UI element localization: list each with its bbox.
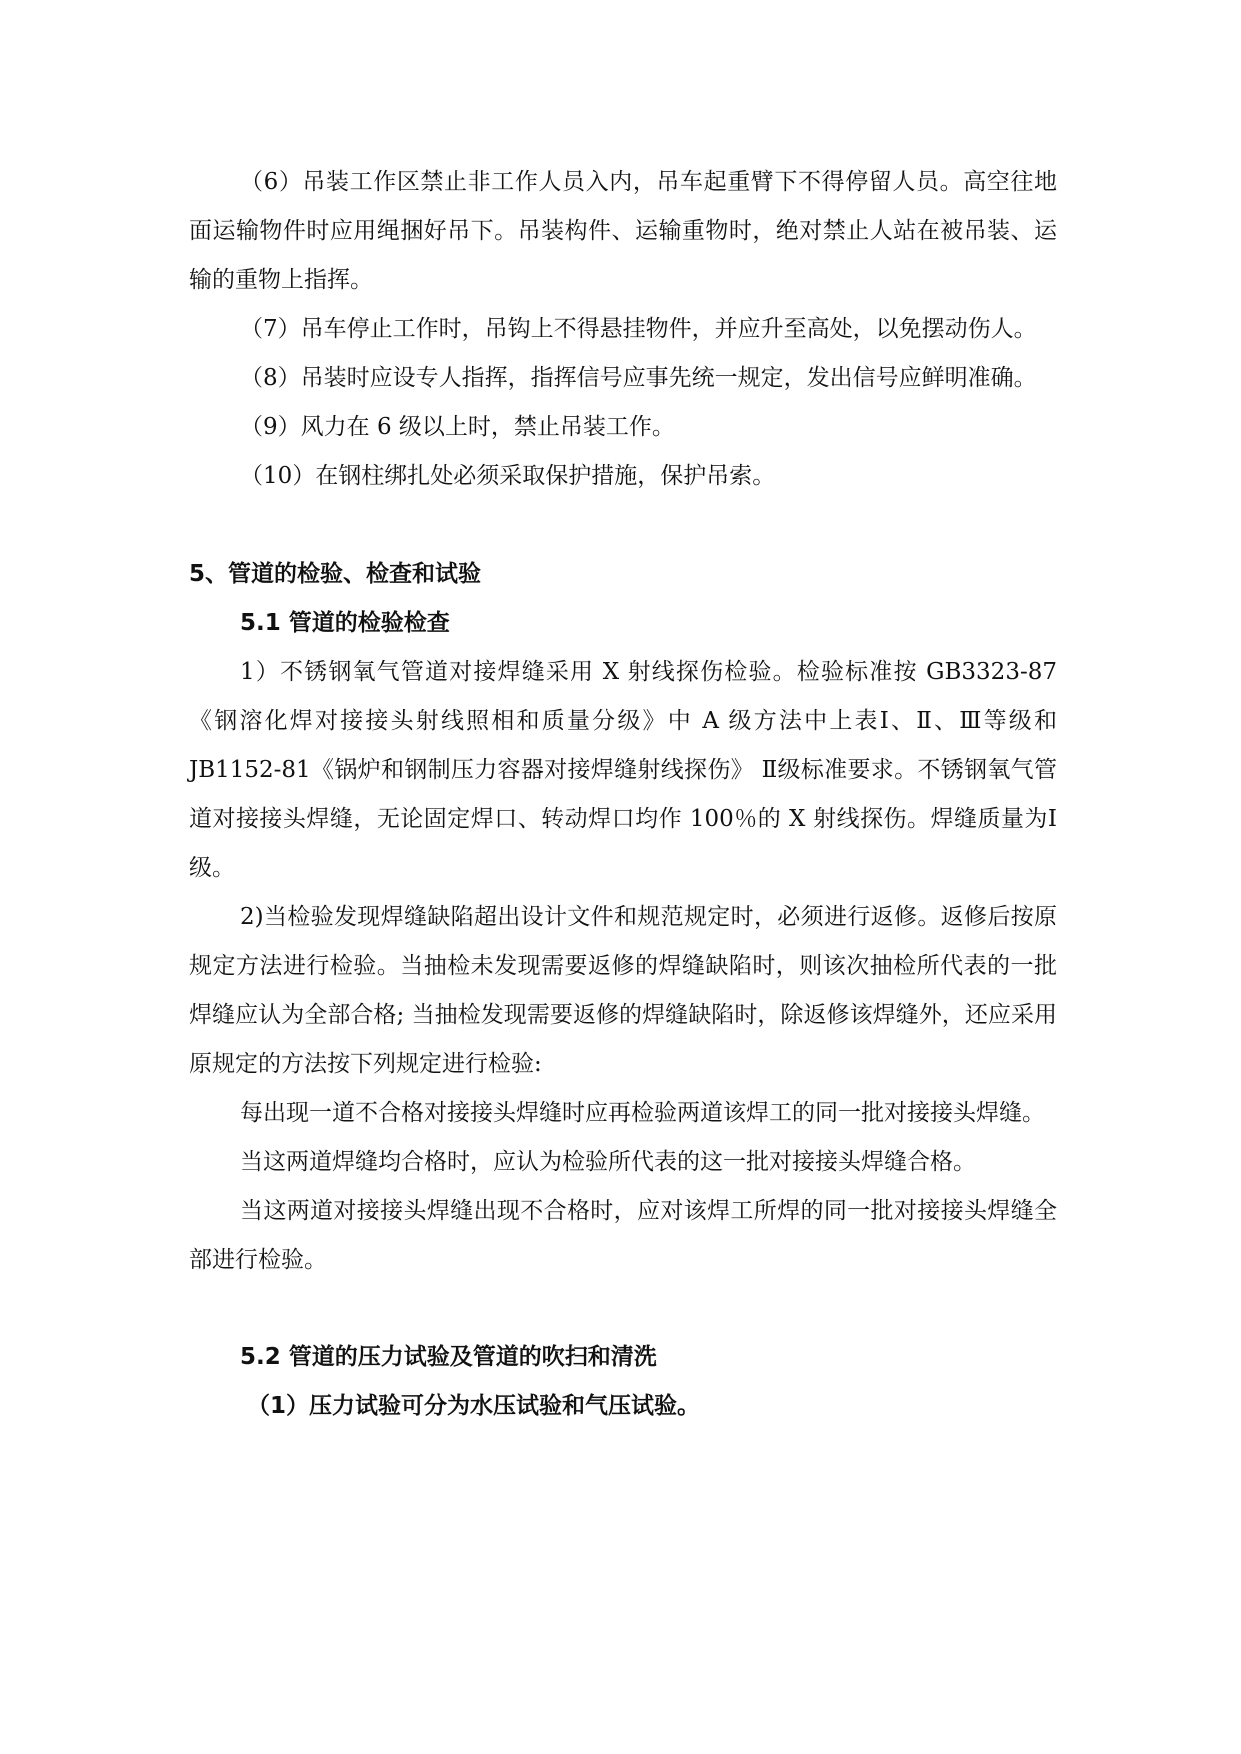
paragraph-lifting-10: （10）在钢柱绑扎处必须采取保护措施，保护吊索。 [240,463,776,489]
paragraph-5-1-4: 当这两道焊缝均合格时，应认为检验所代表的这一批对接接头焊缝合格。 [240,1149,976,1175]
paragraph-5-1-3: 每出现一道不合格对接接头焊缝时应再检验两道该焊工的同一批对接接头焊缝。 [240,1100,1045,1126]
paragraph-lifting-6: （6）吊装工作区禁止非工作人员入内，吊车起重臂下不得停留人员。高空往地面运输物件时应用绳捆好吊下。吊装构件、运输重物时，绝对禁止人站在被吊装、运输的重物上指挥。 [189,169,1057,293]
section-5-2-item-1: （1）压力试验可分为水压试验和气压试验。 [247,1393,701,1419]
paragraph-5-1-2: 2)当检验发现焊缝缺陷超出设计文件和规范规定时，必须进行返修。返修后按原规定方法进行检验。当抽检未发现需要返修的焊缝缺陷时，则该次抽检所代表的一批焊缝应认为全部合格; 当抽检发现需要返修的焊缝缺陷时，除返修该焊缝外，还应采用原规定的方法按下列规定进行检验: [189,904,1057,1077]
document-page [189,158,1057,1431]
section-5-heading: 5、管道的检验、检查和试验 [189,561,482,587]
paragraph-lifting-7: （7）吊车停止工作时，吊钩上不得悬挂物件，并应升至高处，以免摆动伤人。 [240,316,1037,342]
paragraph-lifting-8: （8）吊装时应设专人指挥，指挥信号应事先统一规定，发出信号应鲜明准确。 [240,365,1037,391]
section-5-2-heading: 5.2 管道的压力试验及管道的吹扫和清洗 [240,1344,657,1370]
spacer [189,501,1057,550]
paragraph-5-1-1: 1）不锈钢氧气管道对接焊缝采用 X 射线探伤检验。检验标准按 GB3323-87《钢溶化焊对接接头射线照相和质量分级》中 A 级方法中上表Ⅰ、Ⅱ、Ⅲ等级和 JB1152-81《锅炉和钢制压力容器对接焊缝射线探伤》 Ⅱ级标准要求。不锈钢氧气管道对接接头焊缝，无论固定焊口、转动焊口均作 100％的 X 射线探伤。焊缝质量为Ⅰ级。 [189,659,1057,881]
paragraph-5-1-5: 当这两道对接接头焊缝出现不合格时，应对该焊工所焊的同一批对接接头焊缝全部进行检验。 [189,1198,1057,1273]
spacer [189,1285,1057,1333]
section-5-1-heading: 5.1 管道的检验检查 [240,610,450,636]
paragraph-lifting-9: （9）风力在 6 级以上时，禁止吊装工作。 [240,414,675,440]
